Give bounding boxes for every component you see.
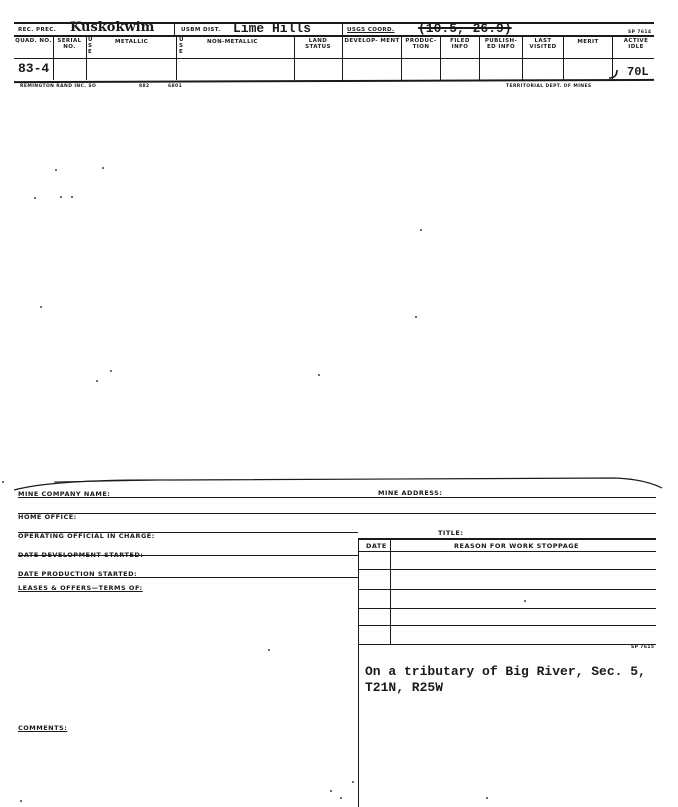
location-line-2: T21N, R25W <box>365 680 444 695</box>
rule-company <box>18 497 656 498</box>
divider <box>342 22 343 36</box>
title-label: TITLE: <box>438 529 464 537</box>
speck <box>486 797 488 799</box>
rec-prec-value: Kuskokwim <box>70 20 155 35</box>
curve-mark-icon <box>607 66 621 80</box>
leases-offers-label: LEASES & OFFERS—TERMS OF: <box>18 584 143 592</box>
col-non-metallic: NON-METALLIC <box>207 39 258 45</box>
divider-date-col <box>390 538 391 644</box>
speck <box>96 380 98 382</box>
operating-official-label: OPERATING OFFICIAL IN CHARGE: <box>18 532 155 540</box>
date-development-started-label: DATE DEVELOPMENT STARTED: <box>18 551 144 559</box>
rule-stoppage-top <box>358 538 656 540</box>
speck <box>524 600 526 602</box>
divider <box>294 36 295 80</box>
reason-column-label: REASON FOR WORK STOPPAGE <box>454 542 579 550</box>
col-metallic: METALLIC <box>115 39 149 45</box>
speck <box>110 370 112 372</box>
location-description <box>365 664 646 696</box>
col-last-visited: LAST VISITED <box>529 38 557 50</box>
rule-stoppage-header <box>358 551 656 552</box>
col-land-status: LAND STATUS <box>305 38 331 50</box>
comments-label: COMMENTS: <box>18 724 68 732</box>
stoppage-row-line <box>358 569 656 570</box>
speck <box>420 229 422 231</box>
rule-home-office <box>18 513 656 514</box>
stoppage-row-line <box>358 644 656 645</box>
stoppage-row-line <box>358 608 656 609</box>
col-filed-info: FILED INFO <box>450 38 470 50</box>
speck <box>40 306 42 308</box>
usbm-dist-value: Lime Hills <box>233 21 312 36</box>
printer-code-1: 882 <box>139 84 150 89</box>
use-letters-nonmetallic: U S E <box>179 37 184 55</box>
speck <box>340 797 342 799</box>
printer-code-2: 6801 <box>168 84 183 89</box>
quad-value: 83-4 <box>18 61 50 76</box>
speck <box>34 197 36 199</box>
active-value: 70L <box>627 65 649 79</box>
rule-header <box>14 35 654 37</box>
col-production: PRODUC- TION <box>405 38 437 50</box>
speck <box>60 196 62 198</box>
date-column-label: DATE <box>366 542 387 550</box>
col-quad-no: QUAD. NO. <box>15 38 52 44</box>
usbm-dist-label: USBM DIST. <box>181 27 221 33</box>
usgs-coord-value: (10.5, 26.9) <box>418 21 512 36</box>
divider <box>174 22 175 36</box>
home-office-label: HOME OFFICE: <box>18 513 77 521</box>
divider <box>176 36 177 80</box>
printer-text: REMINGTON RAND INC. SO <box>20 84 97 89</box>
card-edge <box>14 474 664 494</box>
speck <box>102 167 104 169</box>
speck <box>415 316 417 318</box>
form-number-2: SP 7615 <box>631 645 655 650</box>
col-published-info: PUBLISH- ED INFO <box>484 38 518 50</box>
mine-company-name-label: MINE COMPANY NAME: <box>18 490 111 498</box>
divider <box>342 36 343 80</box>
rec-prec-label: REC. PREC. <box>18 27 57 33</box>
use-letters-metallic: U S E <box>88 37 93 55</box>
col-active-idle: ACTIVE IDLE <box>623 38 649 50</box>
rule-columns <box>14 58 654 59</box>
stoppage-row-line <box>358 625 656 626</box>
location-line-1: On a tributary of Big River, Sec. 5, <box>365 664 646 679</box>
col-development: DEVELOP- MENT <box>344 38 400 44</box>
speck <box>268 649 270 651</box>
col-serial-no: SERIAL NO. <box>57 38 82 50</box>
speck <box>330 790 332 792</box>
usgs-coord-label: USGS COORD. <box>347 27 395 33</box>
speck <box>352 781 354 783</box>
speck <box>2 481 4 483</box>
col-merit: MERIT <box>577 39 599 45</box>
date-production-started-label: DATE PRODUCTION STARTED: <box>18 570 138 578</box>
mine-address-label: MINE ADDRESS: <box>378 489 443 497</box>
stoppage-row-line <box>358 589 656 590</box>
speck <box>55 169 57 171</box>
speck <box>318 374 320 376</box>
divider <box>86 36 87 80</box>
speck <box>20 800 22 802</box>
speck <box>71 196 73 198</box>
rule-bottom <box>14 79 654 83</box>
divider-main <box>358 538 359 807</box>
form-number: SP 7614 <box>628 30 652 35</box>
department-text: TERRITORIAL DEPT. OF MINES <box>506 84 592 89</box>
